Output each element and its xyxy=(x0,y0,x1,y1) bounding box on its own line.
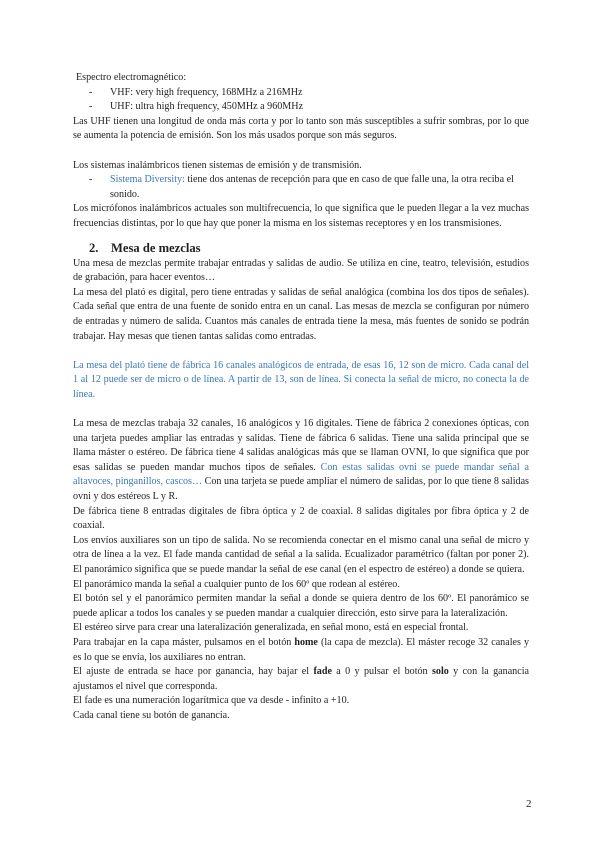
paragraph: Cada canal tiene su botón de ganancia. xyxy=(73,709,230,721)
paragraph xyxy=(73,417,529,505)
list-item-text: UHF: ultra high frequency, 450MHz a 960MHz xyxy=(110,101,304,113)
paragraph: La mesa del plató es digital, pero tiene entradas y salidas de señal analógica (combina los dos tipos de señales). Cada señal que entra de una fuente de sonido entra en un canal. Las mesas de mezcla se configuran por número de entradas y número de salida. Cuantos más canales de entrada tiene la mesa, más fuentes de sonido se podrán trabajar. Hay mesas que tienen tantas salidas como entradas. xyxy=(73,286,529,342)
paragraph: El estéreo sirve para crear una lateralización generalizada, en señal mono, está en especial frontal. xyxy=(73,622,469,634)
bold-term: fade xyxy=(313,666,332,678)
list-item: - UHF: ultra high frequency, 450MHz a 960MHz xyxy=(89,101,304,113)
paragraph xyxy=(73,636,529,665)
paragraph: El botón sel y el panorámico permiten mandar la señal a donde se quiera dentro de los 60º. El panorámico se puede aplicar a todos los canales y se pueden mandar a cualquier dirección, esto sirve para la lateralización. xyxy=(73,593,529,619)
paragraph-text: y con la ganancia ajustamos el nivel que corresponda. xyxy=(73,666,529,692)
bold-term: home xyxy=(294,636,318,648)
wireless-list xyxy=(73,173,529,202)
spectrum-list xyxy=(73,86,529,115)
paragraph: El panorámico manda la señal a cualquier punto de los 60º que rodean al estéreo. xyxy=(73,578,400,590)
section-number: 2. xyxy=(89,240,99,255)
list-item-text: VHF: very high frequency, 168MHz a 216MHz xyxy=(110,86,303,98)
list-item: - Sistema Diversity: tiene dos antenas de recepción para que en caso de que falle una, la otra reciba el sonido. xyxy=(89,174,514,200)
section-title: Mesa de mezclas xyxy=(111,240,201,255)
paragraph: Los envíos auxiliares son un tipo de salida. No se recomienda conectar en el mismo canal una señal de micro y otra de línea a la vez. El fade manda cantidad de señal a la salida. Ecualizador paramétrico (faltan por poner 2). El panorámico significa que se puede mandar la señal de ese canal (en el espectro de estéreo) a donde se quiera. xyxy=(73,534,529,575)
paragraph: El fade es una numeración logarítmica que va desde - infinito a +10. xyxy=(73,695,350,707)
paragraph-text: Con una tarjeta se puede ampliar el número de salidas, por lo que tiene 8 salidas ovni y dos estéreos L y R. xyxy=(73,476,529,503)
diversity-label: Sistema Diversity: xyxy=(110,174,185,186)
paragraph: De fábrica tiene 8 entradas digitales de fibra óptica y 2 de coaxial. 8 salidas digitales por fibra óptica y 2 de coaxial. xyxy=(73,505,529,532)
paragraph-text: (la capa de mezcla). El máster recoge 32 canales y es lo que se envía, los auxiliares no entran. xyxy=(73,636,529,663)
paragraph-text: La mesa de mezclas trabaja 32 canales, 16 analógicos y 16 digitales. Tiene de fábrica 2 conexiones ópticas, con una tarjeta puedes ampliar las entradas y salidas. Tiene de fábrica 6 salidas. Tiene una salida principal que se llama máster o estéreo. De fábrica tiene 4 salidas analógicas más que se llaman OVNI, lo que significa que por esas salidas se pueden mandar muchos tipos de señales. xyxy=(73,418,529,473)
paragraph-text: Para trabajar en la capa máster, pulsamos en el botón xyxy=(73,636,295,648)
uhf-paragraph: Las UHF tienen una longitud de onda más corta y por lo tanto son más susceptibles a sufrir sombras, por lo que se aumenta la potencia de emisión. Son los más usados porque son más seguros. xyxy=(73,115,529,142)
highlighted-text: Con estas salidas ovni se puede mandar señal a altavoces, pinganillos, cascos… xyxy=(73,461,529,488)
paragraph xyxy=(73,665,529,694)
wireless-intro: Los sistemas inalámbricos tienen sistemas de emisión y de transmisión. xyxy=(73,159,362,171)
bold-term: solo xyxy=(431,666,449,678)
multifrequency-paragraph: Los micrófonos inalámbricos actuales son multifrecuencia, lo que significa que le pueden llegar a la vez muchas frecuencias distintas, por lo que hay que poner la misma en los sistemas receptores y en los transmisiones. xyxy=(73,203,529,229)
page-content xyxy=(73,71,529,724)
spectrum-title: Espectro electromagnético: xyxy=(76,72,187,83)
section-heading xyxy=(73,240,529,257)
paragraph-text: a 0 y pulsar el botón xyxy=(331,666,432,678)
paragraph: Una mesa de mezclas permite trabajar entradas y salidas de audio. Se utiliza en cine, teatro, televisión, estudios de grabación, para hacer eventos… xyxy=(73,257,529,284)
diversity-text: tiene dos antenas de recepción para que en caso de que falle una, la otra reciba el sonido. xyxy=(110,174,514,200)
highlighted-paragraph: La mesa del plató tiene de fábrica 16 canales analógicos de entrada, de esas 16, 12 son de micro. Cada canal del 1 al 12 puede ser de micro o de línea. A partir de 13, son de línea. Si conecta la señal de micro, no conecta la de línea. xyxy=(73,359,529,400)
paragraph-text: El ajuste de entrada se hace por ganancia, hay bajar el xyxy=(73,666,314,678)
page-number: 2 xyxy=(526,798,532,810)
list-item: - VHF: very high frequency, 168MHz a 216MHz xyxy=(89,86,303,98)
